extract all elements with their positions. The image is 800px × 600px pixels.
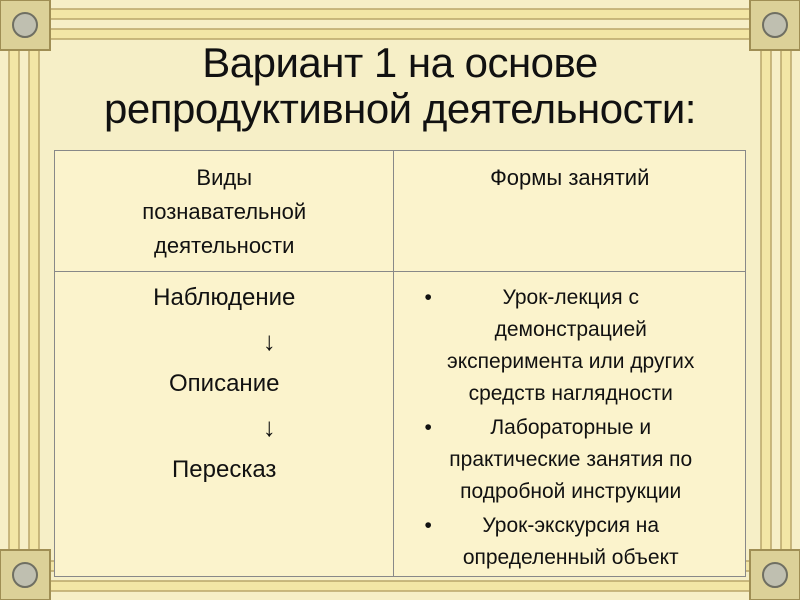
header-col1-line-1: Виды: [196, 165, 253, 190]
steps-cell: [55, 272, 394, 577]
header-col2-label: Формы занятий: [490, 165, 650, 190]
list-item: [410, 510, 731, 574]
form-1-line-1: Урок-лекция с: [502, 286, 639, 309]
step-description: Описание: [169, 370, 280, 397]
step-observation: Наблюдение: [153, 284, 296, 311]
corner-bottom-right-ornament: [750, 550, 800, 600]
bullet-icon: •: [424, 286, 432, 309]
step-retelling: Пересказ: [172, 456, 277, 483]
header-col1-line-2: познавательной: [142, 199, 307, 224]
form-1-line-4: средств наглядности: [468, 382, 673, 405]
header-activity-types: [55, 151, 394, 272]
header-col1-line-3: деятельности: [154, 233, 295, 258]
arrow-down-icon: ↓: [262, 412, 276, 442]
corner-top-right-ornament: [750, 0, 800, 50]
table-header-row: [55, 151, 746, 272]
title-line-2: репродуктивной деятельности:: [104, 85, 696, 132]
forms-cell: [394, 272, 746, 577]
header-lesson-forms: [394, 151, 746, 272]
form-2-line-3: подробной инструкции: [460, 480, 682, 503]
corner-bottom-left-ornament: [0, 550, 50, 600]
list-item: [410, 412, 731, 508]
title-line-1: Вариант 1 на основе: [202, 39, 598, 86]
bullet-icon: •: [424, 416, 432, 439]
slide-title: [60, 40, 740, 132]
corner-top-left-ornament: [0, 0, 50, 50]
form-2-line-2: практические занятия по: [449, 448, 693, 471]
form-3-line-1: Урок-экскурсия на: [482, 514, 660, 537]
list-item: [410, 282, 731, 410]
forms-list: [394, 272, 745, 574]
form-3-line-2: определенный объект: [462, 546, 679, 569]
activity-table: [54, 150, 746, 577]
bullet-icon: •: [424, 514, 432, 537]
arrow-down-icon: ↓: [262, 326, 276, 356]
form-2-line-1: Лабораторные и: [490, 416, 652, 439]
form-1-line-3: эксперимента или других: [447, 350, 695, 373]
form-1-line-2: демонстрацией: [494, 318, 647, 341]
table-body-row: [55, 272, 746, 577]
